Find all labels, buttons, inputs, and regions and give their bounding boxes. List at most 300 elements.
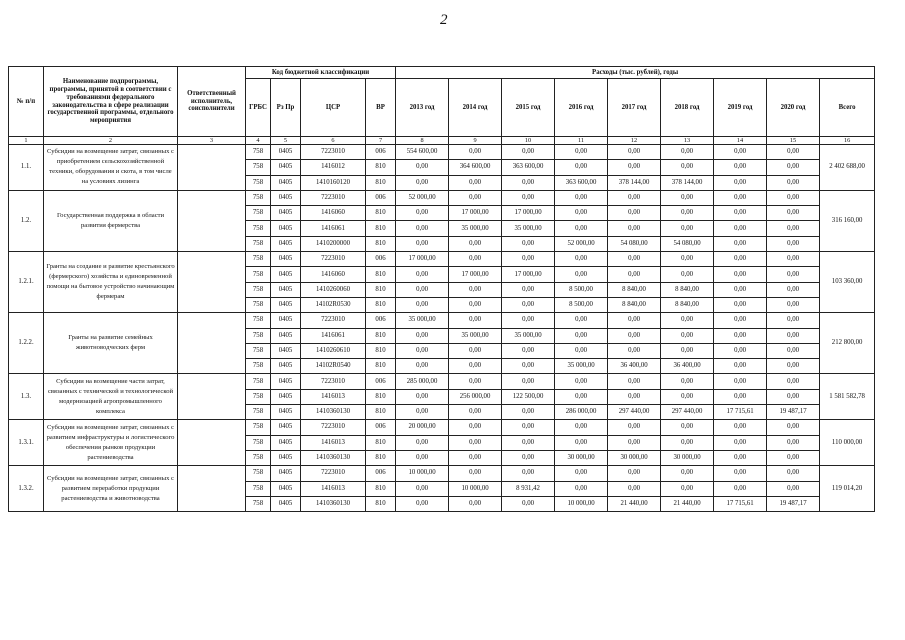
- year-value-cell: 0,00: [396, 435, 449, 450]
- grbs-cell: 758: [246, 190, 271, 205]
- year-value-cell: 0,00: [714, 313, 767, 328]
- year-value-cell: 0,00: [661, 252, 714, 267]
- year-value-cell: 0,00: [608, 252, 661, 267]
- year-value-cell: 21 440,00: [608, 496, 661, 511]
- csr-cell: 1416013: [301, 435, 366, 450]
- year-value-cell: 0,00: [714, 267, 767, 282]
- year-value-cell: 0,00: [396, 221, 449, 236]
- year-value-cell: 8 500,00: [555, 297, 608, 312]
- csr-cell: 1410360130: [301, 405, 366, 420]
- vr-cell: 810: [366, 343, 396, 358]
- total-cell: 2 402 688,00: [820, 145, 875, 191]
- column-number: 10: [502, 137, 555, 145]
- year-value-cell: 0,00: [714, 466, 767, 481]
- item-number: 1.2.2.: [9, 313, 44, 374]
- item-description: Гранты на создание и развитие крестьянского (фермерского) хозяйства и единовременной помощи на бытовое устройство начинающим фермерам: [44, 252, 178, 313]
- year-value-cell: 0,00: [449, 252, 502, 267]
- year-value-cell: 0,00: [449, 282, 502, 297]
- year-value-cell: 8 500,00: [555, 282, 608, 297]
- year-value-cell: 0,00: [767, 389, 820, 404]
- rzpr-cell: 0405: [271, 466, 301, 481]
- vr-cell: 006: [366, 313, 396, 328]
- year-value-cell: 0,00: [555, 466, 608, 481]
- year-value-cell: 0,00: [608, 374, 661, 389]
- rzpr-cell: 0405: [271, 252, 301, 267]
- year-value-cell: 0,00: [502, 282, 555, 297]
- csr-cell: 1410160120: [301, 175, 366, 190]
- grbs-cell: 758: [246, 160, 271, 175]
- year-value-cell: 0,00: [608, 221, 661, 236]
- grbs-cell: 758: [246, 374, 271, 389]
- year-value-cell: 0,00: [714, 175, 767, 190]
- year-value-cell: 0,00: [767, 359, 820, 374]
- year-value-cell: 8 840,00: [608, 297, 661, 312]
- year-value-cell: 35 000,00: [449, 221, 502, 236]
- year-value-cell: 0,00: [449, 466, 502, 481]
- year-value-cell: 0,00: [714, 160, 767, 175]
- year-value-cell: 0,00: [661, 190, 714, 205]
- item-description: Субсидии на возмещение затрат, связанных с развитием инфраструктуры и логистического обеспечения рынков продукции растениеводства: [44, 420, 178, 466]
- csr-cell: 7223010: [301, 190, 366, 205]
- year-value-cell: 0,00: [714, 297, 767, 312]
- csr-cell: 1416060: [301, 206, 366, 221]
- year-value-cell: 378 144,00: [661, 175, 714, 190]
- year-value-cell: 0,00: [608, 190, 661, 205]
- year-value-cell: 0,00: [767, 160, 820, 175]
- column-number: 7: [366, 137, 396, 145]
- item-number: 1.3.1.: [9, 420, 44, 466]
- column-number: 6: [301, 137, 366, 145]
- column-number: 16: [820, 137, 875, 145]
- year-value-cell: 0,00: [449, 420, 502, 435]
- table-row: [9, 190, 875, 205]
- header-grbs: ГРБС: [246, 79, 271, 137]
- year-value-cell: 0,00: [396, 496, 449, 511]
- year-value-cell: 0,00: [608, 343, 661, 358]
- year-value-cell: 364 600,00: [449, 160, 502, 175]
- rzpr-cell: 0405: [271, 160, 301, 175]
- year-value-cell: 17 000,00: [502, 206, 555, 221]
- table-row: [9, 313, 875, 328]
- year-value-cell: 19 487,17: [767, 496, 820, 511]
- grbs-cell: 758: [246, 389, 271, 404]
- vr-cell: 006: [366, 420, 396, 435]
- year-value-cell: 17 000,00: [396, 252, 449, 267]
- year-value-cell: 0,00: [449, 190, 502, 205]
- year-value-cell: 0,00: [608, 466, 661, 481]
- year-value-cell: 0,00: [555, 481, 608, 496]
- csr-cell: 7223010: [301, 313, 366, 328]
- item-number: 1.3.: [9, 374, 44, 420]
- year-value-cell: 0,00: [608, 206, 661, 221]
- year-value-cell: 0,00: [661, 343, 714, 358]
- vr-cell: 006: [366, 374, 396, 389]
- year-value-cell: 0,00: [555, 420, 608, 435]
- year-value-cell: 0,00: [714, 450, 767, 465]
- year-value-cell: 0,00: [502, 297, 555, 312]
- year-value-cell: 36 400,00: [608, 359, 661, 374]
- table-row: [9, 420, 875, 435]
- vr-cell: 810: [366, 481, 396, 496]
- grbs-cell: 758: [246, 359, 271, 374]
- year-value-cell: 286 000,00: [555, 405, 608, 420]
- year-value-cell: 0,00: [449, 343, 502, 358]
- header-year-2017: 2017 год: [608, 79, 661, 137]
- year-value-cell: 0,00: [502, 466, 555, 481]
- year-value-cell: 0,00: [502, 236, 555, 251]
- year-value-cell: 0,00: [714, 328, 767, 343]
- year-value-cell: 0,00: [767, 466, 820, 481]
- year-value-cell: 54 080,00: [661, 236, 714, 251]
- column-number: 8: [396, 137, 449, 145]
- year-value-cell: 0,00: [555, 389, 608, 404]
- header-num: № п/п: [9, 67, 44, 137]
- csr-cell: 1416060: [301, 267, 366, 282]
- year-value-cell: 8 840,00: [661, 297, 714, 312]
- year-value-cell: 0,00: [396, 297, 449, 312]
- vr-cell: 810: [366, 267, 396, 282]
- year-value-cell: 256 000,00: [449, 389, 502, 404]
- item-number: 1.2.: [9, 190, 44, 251]
- total-cell: 1 581 582,78: [820, 374, 875, 420]
- column-number: 15: [767, 137, 820, 145]
- header-csr: ЦСР: [301, 79, 366, 137]
- year-value-cell: 0,00: [661, 267, 714, 282]
- vr-cell: 810: [366, 221, 396, 236]
- vr-cell: 810: [366, 175, 396, 190]
- year-value-cell: 0,00: [661, 328, 714, 343]
- header-year-2014: 2014 год: [449, 79, 502, 137]
- year-value-cell: 8 840,00: [608, 282, 661, 297]
- year-value-cell: 0,00: [502, 374, 555, 389]
- header-expenses: Расходы (тыс. рублей), годы: [396, 67, 875, 79]
- year-value-cell: 0,00: [714, 252, 767, 267]
- year-value-cell: 0,00: [767, 252, 820, 267]
- vr-cell: 810: [366, 206, 396, 221]
- year-value-cell: 0,00: [767, 221, 820, 236]
- year-value-cell: 0,00: [449, 450, 502, 465]
- year-value-cell: 0,00: [396, 236, 449, 251]
- year-value-cell: 0,00: [661, 313, 714, 328]
- vr-cell: 006: [366, 466, 396, 481]
- year-value-cell: 0,00: [661, 481, 714, 496]
- table-row: [9, 374, 875, 389]
- csr-cell: 1410260610: [301, 343, 366, 358]
- grbs-cell: 758: [246, 221, 271, 236]
- year-value-cell: 8 840,00: [661, 282, 714, 297]
- year-value-cell: 0,00: [767, 313, 820, 328]
- rzpr-cell: 0405: [271, 374, 301, 389]
- csr-cell: 7223010: [301, 420, 366, 435]
- year-value-cell: 35 000,00: [502, 221, 555, 236]
- grbs-cell: 758: [246, 466, 271, 481]
- rzpr-cell: 0405: [271, 236, 301, 251]
- column-number: 5: [271, 137, 301, 145]
- year-value-cell: 19 487,17: [767, 405, 820, 420]
- year-value-cell: 0,00: [767, 420, 820, 435]
- rzpr-cell: 0405: [271, 221, 301, 236]
- vr-cell: 810: [366, 328, 396, 343]
- year-value-cell: 21 440,00: [661, 496, 714, 511]
- header-year-2020: 2020 год: [767, 79, 820, 137]
- year-value-cell: 17 715,61: [714, 496, 767, 511]
- year-value-cell: 0,00: [396, 450, 449, 465]
- grbs-cell: 758: [246, 481, 271, 496]
- year-value-cell: 0,00: [449, 145, 502, 160]
- year-value-cell: 10 000,00: [396, 466, 449, 481]
- year-value-cell: 0,00: [608, 389, 661, 404]
- responsible-executor: [178, 190, 246, 251]
- year-value-cell: 0,00: [555, 267, 608, 282]
- year-value-cell: 554 600,00: [396, 145, 449, 160]
- csr-cell: 7223010: [301, 374, 366, 389]
- grbs-cell: 758: [246, 450, 271, 465]
- year-value-cell: 0,00: [449, 313, 502, 328]
- responsible-executor: [178, 420, 246, 466]
- year-value-cell: 297 440,00: [661, 405, 714, 420]
- year-value-cell: 0,00: [555, 206, 608, 221]
- csr-cell: 1416012: [301, 160, 366, 175]
- rzpr-cell: 0405: [271, 267, 301, 282]
- total-cell: 316 160,00: [820, 190, 875, 251]
- year-value-cell: 0,00: [767, 328, 820, 343]
- year-value-cell: 0,00: [767, 190, 820, 205]
- vr-cell: 006: [366, 145, 396, 160]
- rzpr-cell: 0405: [271, 175, 301, 190]
- year-value-cell: 0,00: [714, 190, 767, 205]
- year-value-cell: 0,00: [555, 145, 608, 160]
- rzpr-cell: 0405: [271, 313, 301, 328]
- year-value-cell: 0,00: [555, 328, 608, 343]
- header-vr: ВР: [366, 79, 396, 137]
- year-value-cell: 30 000,00: [608, 450, 661, 465]
- grbs-cell: 758: [246, 175, 271, 190]
- rzpr-cell: 0405: [271, 328, 301, 343]
- grbs-cell: 758: [246, 420, 271, 435]
- vr-cell: 810: [366, 450, 396, 465]
- rzpr-cell: 0405: [271, 405, 301, 420]
- rzpr-cell: 0405: [271, 389, 301, 404]
- grbs-cell: 758: [246, 236, 271, 251]
- year-value-cell: 0,00: [502, 145, 555, 160]
- year-value-cell: 0,00: [661, 160, 714, 175]
- rzpr-cell: 0405: [271, 420, 301, 435]
- grbs-cell: 758: [246, 206, 271, 221]
- csr-cell: 1416013: [301, 481, 366, 496]
- item-number: 1.2.1.: [9, 252, 44, 313]
- year-value-cell: 0,00: [767, 175, 820, 190]
- year-value-cell: 0,00: [608, 481, 661, 496]
- year-value-cell: 0,00: [502, 435, 555, 450]
- column-number: 14: [714, 137, 767, 145]
- year-value-cell: 0,00: [714, 221, 767, 236]
- year-value-cell: 0,00: [714, 236, 767, 251]
- csr-cell: 7223010: [301, 252, 366, 267]
- year-value-cell: 0,00: [396, 359, 449, 374]
- grbs-cell: 758: [246, 405, 271, 420]
- vr-cell: 810: [366, 236, 396, 251]
- year-value-cell: 0,00: [449, 236, 502, 251]
- rzpr-cell: 0405: [271, 206, 301, 221]
- year-value-cell: 0,00: [502, 313, 555, 328]
- year-value-cell: 0,00: [449, 374, 502, 389]
- item-description: Гранты на развитие семейных животноводческих ферм: [44, 313, 178, 374]
- rzpr-cell: 0405: [271, 496, 301, 511]
- year-value-cell: 0,00: [555, 252, 608, 267]
- column-number: 3: [178, 137, 246, 145]
- year-value-cell: 0,00: [502, 405, 555, 420]
- vr-cell: 810: [366, 282, 396, 297]
- total-cell: 119 014,20: [820, 466, 875, 512]
- csr-cell: 7223010: [301, 466, 366, 481]
- year-value-cell: 52 000,00: [555, 236, 608, 251]
- grbs-cell: 758: [246, 435, 271, 450]
- rzpr-cell: 0405: [271, 343, 301, 358]
- year-value-cell: 0,00: [502, 359, 555, 374]
- csr-cell: 1410360130: [301, 496, 366, 511]
- year-value-cell: 0,00: [767, 435, 820, 450]
- csr-cell: 1416061: [301, 221, 366, 236]
- year-value-cell: 0,00: [502, 420, 555, 435]
- year-value-cell: 0,00: [449, 435, 502, 450]
- total-cell: 103 360,00: [820, 252, 875, 313]
- item-number: 1.1.: [9, 145, 44, 191]
- item-description: Субсидии на возмещение затрат, связанных с развитием переработки продукции растениеводства и животноводства: [44, 466, 178, 512]
- year-value-cell: 0,00: [555, 435, 608, 450]
- vr-cell: 006: [366, 190, 396, 205]
- rzpr-cell: 0405: [271, 481, 301, 496]
- responsible-executor: [178, 374, 246, 420]
- year-value-cell: 0,00: [767, 450, 820, 465]
- grbs-cell: 758: [246, 313, 271, 328]
- year-value-cell: 17 000,00: [449, 267, 502, 282]
- rzpr-cell: 0405: [271, 145, 301, 160]
- column-number: 9: [449, 137, 502, 145]
- table-row: [9, 466, 875, 481]
- rzpr-cell: 0405: [271, 359, 301, 374]
- csr-cell: 7223010: [301, 145, 366, 160]
- header-year-2015: 2015 год: [502, 79, 555, 137]
- year-value-cell: 0,00: [661, 389, 714, 404]
- csr-cell: 1410360130: [301, 450, 366, 465]
- year-value-cell: 0,00: [767, 145, 820, 160]
- column-number: 13: [661, 137, 714, 145]
- item-description: Субсидии на возмещение части затрат, связанных с технической и технологической модернизацией агропромышленного комплекса: [44, 374, 178, 420]
- year-value-cell: 0,00: [767, 343, 820, 358]
- year-value-cell: 52 000,00: [396, 190, 449, 205]
- vr-cell: 810: [366, 297, 396, 312]
- year-value-cell: 0,00: [714, 343, 767, 358]
- year-value-cell: 0,00: [396, 282, 449, 297]
- header-rzpr: Рз Пр: [271, 79, 301, 137]
- responsible-executor: [178, 252, 246, 313]
- header-year-2016: 2016 год: [555, 79, 608, 137]
- year-value-cell: 0,00: [502, 190, 555, 205]
- year-value-cell: 0,00: [396, 175, 449, 190]
- vr-cell: 810: [366, 160, 396, 175]
- year-value-cell: 122 500,00: [502, 389, 555, 404]
- vr-cell: 810: [366, 359, 396, 374]
- year-value-cell: 0,00: [396, 405, 449, 420]
- csr-cell: 1410200000: [301, 236, 366, 251]
- year-value-cell: 20 000,00: [396, 420, 449, 435]
- year-value-cell: 35 000,00: [396, 313, 449, 328]
- year-value-cell: 8 931,42: [502, 481, 555, 496]
- year-value-cell: 17 000,00: [502, 267, 555, 282]
- year-value-cell: 35 000,00: [502, 328, 555, 343]
- year-value-cell: 30 000,00: [555, 450, 608, 465]
- year-value-cell: 0,00: [608, 328, 661, 343]
- year-value-cell: 0,00: [449, 297, 502, 312]
- year-value-cell: 0,00: [555, 374, 608, 389]
- csr-cell: 14102R0540: [301, 359, 366, 374]
- year-value-cell: 30 000,00: [661, 450, 714, 465]
- rzpr-cell: 0405: [271, 450, 301, 465]
- grbs-cell: 758: [246, 343, 271, 358]
- csr-cell: 14102R0530: [301, 297, 366, 312]
- header-name: Наименование подпрограммы, программы, принятой в соответствии с требованиями федерального законодательства в сфере реализации государственной программы, отдельного мероприятия: [44, 67, 178, 137]
- year-value-cell: 36 400,00: [661, 359, 714, 374]
- year-value-cell: 0,00: [608, 435, 661, 450]
- grbs-cell: 758: [246, 496, 271, 511]
- year-value-cell: 0,00: [661, 374, 714, 389]
- vr-cell: 810: [366, 405, 396, 420]
- year-value-cell: 0,00: [608, 313, 661, 328]
- vr-cell: 006: [366, 252, 396, 267]
- year-value-cell: 0,00: [449, 496, 502, 511]
- year-value-cell: 0,00: [502, 252, 555, 267]
- year-value-cell: 0,00: [396, 481, 449, 496]
- header-year-2019: 2019 год: [714, 79, 767, 137]
- year-value-cell: 0,00: [767, 206, 820, 221]
- year-value-cell: 0,00: [714, 282, 767, 297]
- year-value-cell: 10 000,00: [449, 481, 502, 496]
- year-value-cell: 0,00: [608, 145, 661, 160]
- year-value-cell: 0,00: [555, 313, 608, 328]
- vr-cell: 810: [366, 435, 396, 450]
- responsible-executor: [178, 145, 246, 191]
- header-year-2018: 2018 год: [661, 79, 714, 137]
- csr-cell: 1416061: [301, 328, 366, 343]
- header-total: Всего: [820, 79, 875, 137]
- year-value-cell: 0,00: [396, 267, 449, 282]
- page-number: 2: [440, 12, 448, 28]
- rzpr-cell: 0405: [271, 282, 301, 297]
- responsible-executor: [178, 313, 246, 374]
- year-value-cell: 0,00: [714, 374, 767, 389]
- year-value-cell: 0,00: [767, 374, 820, 389]
- year-value-cell: 0,00: [396, 206, 449, 221]
- rzpr-cell: 0405: [271, 435, 301, 450]
- csr-cell: 1410260060: [301, 282, 366, 297]
- item-description: Государственная поддержка в области развития фермерства: [44, 190, 178, 251]
- year-value-cell: 0,00: [661, 206, 714, 221]
- year-value-cell: 0,00: [714, 359, 767, 374]
- year-value-cell: 10 000,00: [555, 496, 608, 511]
- year-value-cell: 0,00: [661, 466, 714, 481]
- column-number: 1: [9, 137, 44, 145]
- year-value-cell: 0,00: [767, 297, 820, 312]
- grbs-cell: 758: [246, 328, 271, 343]
- year-value-cell: 0,00: [555, 190, 608, 205]
- year-value-cell: 363 600,00: [502, 160, 555, 175]
- year-value-cell: 0,00: [608, 420, 661, 435]
- grbs-cell: 758: [246, 145, 271, 160]
- table-row: [9, 252, 875, 267]
- year-value-cell: 35 000,00: [449, 328, 502, 343]
- year-value-cell: 0,00: [449, 175, 502, 190]
- grbs-cell: 758: [246, 297, 271, 312]
